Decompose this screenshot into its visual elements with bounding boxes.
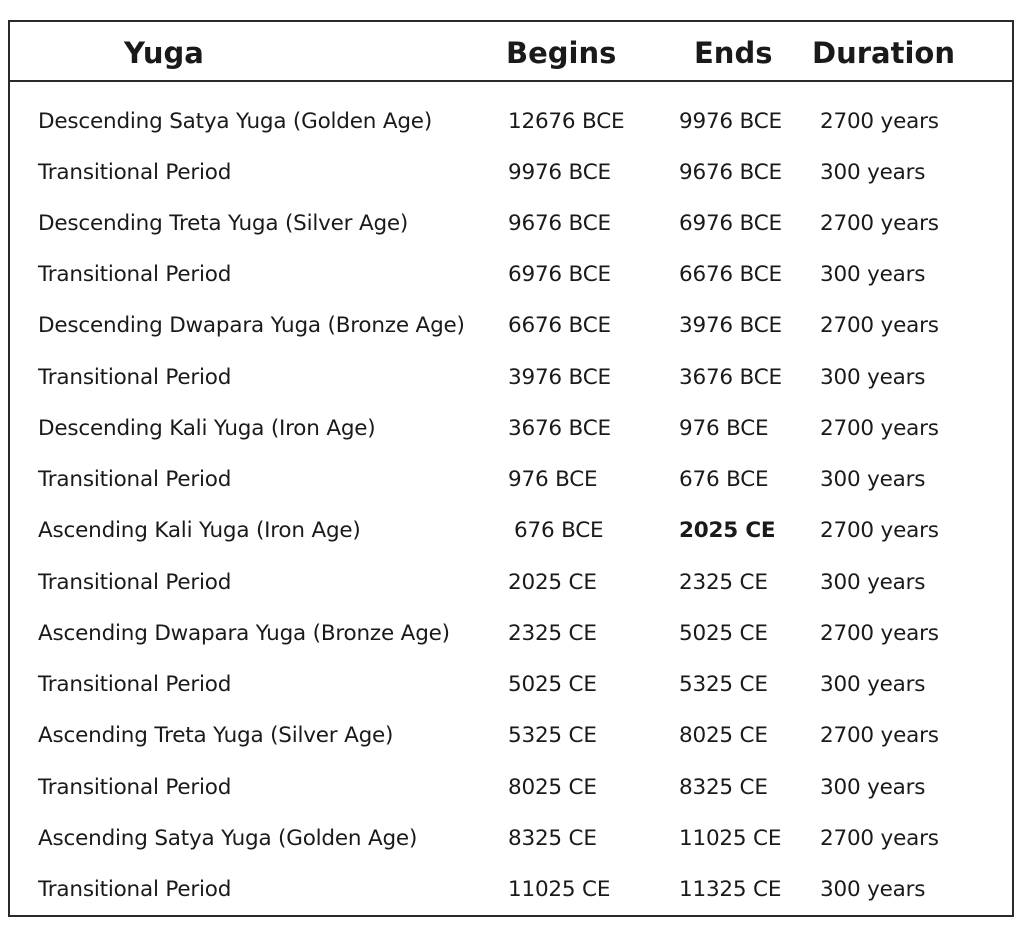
- cell-duration: 300 years: [820, 570, 926, 595]
- header-yuga: Yuga: [124, 36, 204, 70]
- cell-ends: 676 BCE: [679, 467, 769, 492]
- cell-yuga: Ascending Kali Yuga (Iron Age): [38, 518, 361, 543]
- cell-duration: 2700 years: [820, 109, 939, 134]
- cell-duration: 300 years: [820, 775, 926, 800]
- table-row: [10, 249, 1012, 300]
- cell-ends: 9676 BCE: [679, 160, 782, 185]
- cell-duration: 2700 years: [820, 416, 939, 441]
- cell-duration: 300 years: [820, 365, 926, 390]
- table-row: [10, 557, 1012, 608]
- cell-yuga: Descending Treta Yuga (Silver Age): [38, 211, 409, 236]
- cell-duration: 2700 years: [820, 518, 939, 543]
- cell-duration: 300 years: [820, 877, 926, 902]
- cell-yuga: Transitional Period: [38, 160, 232, 185]
- cell-begins: 5025 CE: [508, 672, 597, 697]
- cell-duration: 300 years: [820, 160, 926, 185]
- cell-duration: 2700 years: [820, 211, 939, 236]
- cell-ends: 5325 CE: [679, 672, 768, 697]
- cell-begins: 8325 CE: [508, 826, 597, 851]
- cell-yuga: Ascending Dwapara Yuga (Bronze Age): [38, 621, 450, 646]
- cell-ends-highlight: 2025 CE: [679, 518, 776, 543]
- cell-yuga: Transitional Period: [38, 365, 232, 390]
- cell-begins: 8025 CE: [508, 775, 597, 800]
- cell-ends: 11025 CE: [679, 826, 782, 851]
- header-duration: Duration: [812, 36, 955, 70]
- cell-begins: 2325 CE: [508, 621, 597, 646]
- cell-duration: 300 years: [820, 672, 926, 697]
- cell-yuga: Transitional Period: [38, 672, 232, 697]
- header-ends: Ends: [694, 36, 773, 70]
- yuga-table: [8, 20, 1014, 917]
- cell-begins: 5325 CE: [508, 723, 597, 748]
- table-row: [10, 198, 1012, 249]
- cell-yuga: Transitional Period: [38, 570, 232, 595]
- cell-begins: 12676 BCE: [508, 109, 625, 134]
- cell-ends: 976 BCE: [679, 416, 769, 441]
- table-row: [10, 454, 1012, 505]
- cell-ends: 5025 CE: [679, 621, 768, 646]
- cell-duration: 300 years: [820, 262, 926, 287]
- cell-duration: 2700 years: [820, 723, 939, 748]
- cell-yuga: Descending Dwapara Yuga (Bronze Age): [38, 313, 465, 338]
- cell-begins: 676 BCE: [514, 518, 604, 543]
- cell-begins: 6676 BCE: [508, 313, 611, 338]
- table-row: [10, 710, 1012, 761]
- cell-begins: 6976 BCE: [508, 262, 611, 287]
- cell-ends: 3676 BCE: [679, 365, 782, 390]
- table-row: [10, 96, 1012, 147]
- table-row: [10, 403, 1012, 454]
- cell-ends: 8025 CE: [679, 723, 768, 748]
- cell-yuga: Transitional Period: [38, 262, 232, 287]
- cell-yuga: Transitional Period: [38, 877, 232, 902]
- cell-begins: 2025 CE: [508, 570, 597, 595]
- table-header: [10, 22, 1012, 82]
- table-row: [10, 147, 1012, 198]
- header-begins: Begins: [506, 36, 617, 70]
- cell-yuga: Descending Kali Yuga (Iron Age): [38, 416, 376, 441]
- cell-ends: 11325 CE: [679, 877, 782, 902]
- table-row: [10, 505, 1012, 556]
- table-row: [10, 608, 1012, 659]
- cell-ends: 6976 BCE: [679, 211, 782, 236]
- cell-ends: 2325 CE: [679, 570, 768, 595]
- cell-yuga: Ascending Satya Yuga (Golden Age): [38, 826, 418, 851]
- cell-begins: 9676 BCE: [508, 211, 611, 236]
- cell-duration: 2700 years: [820, 621, 939, 646]
- cell-ends: 3976 BCE: [679, 313, 782, 338]
- table-row: [10, 813, 1012, 864]
- cell-duration: 2700 years: [820, 826, 939, 851]
- table-row: [10, 864, 1012, 915]
- cell-yuga: Ascending Treta Yuga (Silver Age): [38, 723, 394, 748]
- cell-begins: 3676 BCE: [508, 416, 611, 441]
- cell-yuga: Descending Satya Yuga (Golden Age): [38, 109, 433, 134]
- cell-begins: 11025 CE: [508, 877, 611, 902]
- cell-ends: 6676 BCE: [679, 262, 782, 287]
- cell-yuga: Transitional Period: [38, 467, 232, 492]
- table-row: [10, 352, 1012, 403]
- table-row: [10, 762, 1012, 813]
- cell-duration: 300 years: [820, 467, 926, 492]
- cell-duration: 2700 years: [820, 313, 939, 338]
- cell-begins: 9976 BCE: [508, 160, 611, 185]
- cell-begins: 976 BCE: [508, 467, 598, 492]
- table-row: [10, 300, 1012, 351]
- cell-ends: 8325 CE: [679, 775, 768, 800]
- cell-yuga: Transitional Period: [38, 775, 232, 800]
- cell-ends: 9976 BCE: [679, 109, 782, 134]
- table-row: [10, 659, 1012, 710]
- cell-begins: 3976 BCE: [508, 365, 611, 390]
